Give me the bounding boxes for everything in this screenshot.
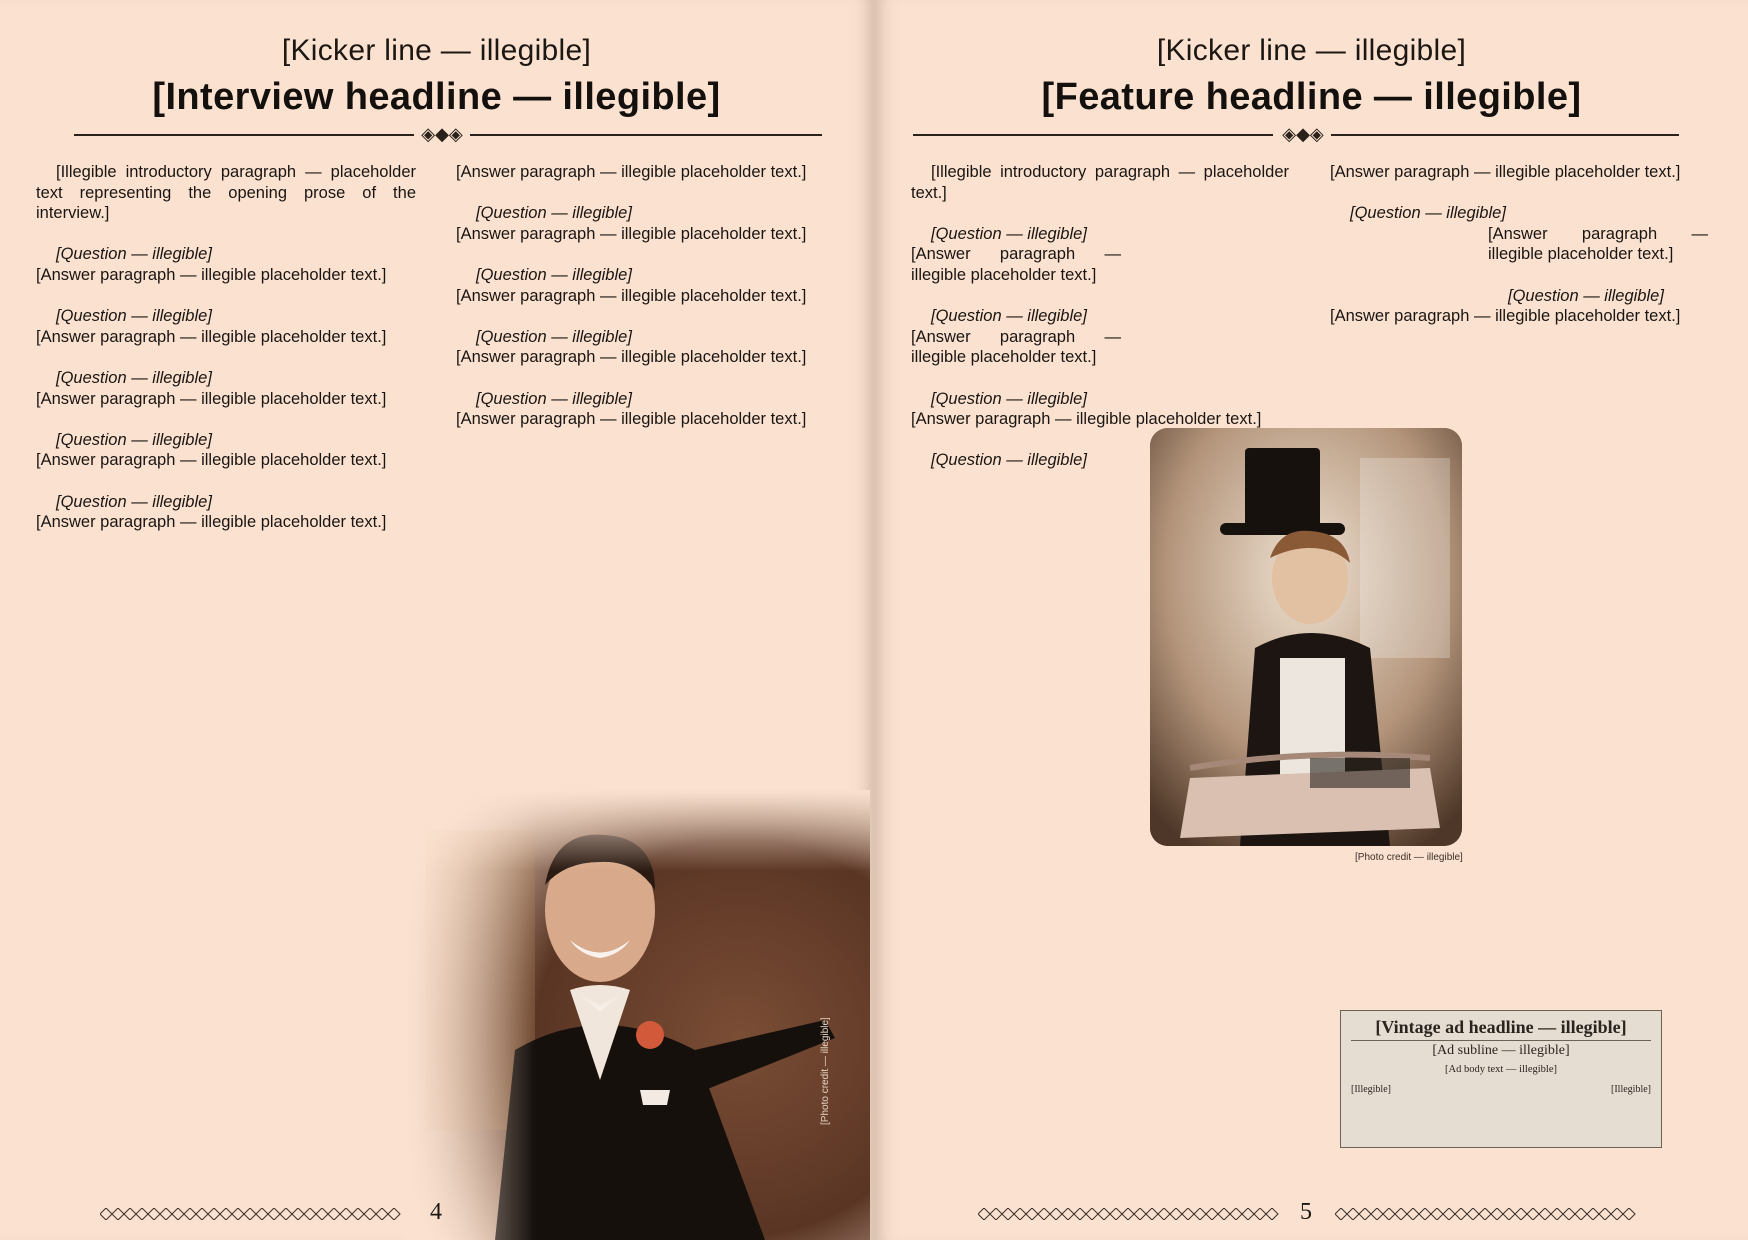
- question: [Question — illegible]: [476, 327, 632, 346]
- question: [Question — illegible]: [1350, 204, 1506, 223]
- left-page: [0, 0, 873, 1240]
- page-number-left: 4: [430, 1199, 442, 1225]
- vintage-advertisement: [1340, 1010, 1662, 1148]
- paragraph: [Answer paragraph — illegible placeholder text.]: [36, 265, 387, 284]
- right-title-rule-right: [1331, 134, 1679, 136]
- ad-footer-left: [Illegible]: [1351, 1084, 1391, 1095]
- ad-footer-right: [Illegible]: [1611, 1084, 1651, 1095]
- paragraph: [Answer paragraph — illegible placeholder text.]: [911, 245, 1121, 284]
- ornament-icon: ◈◆◈: [1282, 124, 1324, 144]
- left-title-rule-left: [74, 134, 414, 136]
- ad-subline: [Ad subline — illegible]: [1432, 1043, 1570, 1058]
- folio-ornament-right-b: [1335, 1208, 1645, 1220]
- question: [Question — illegible]: [931, 307, 1087, 326]
- right-title-rule-left: [913, 134, 1273, 136]
- question: [Question — illegible]: [476, 204, 632, 223]
- paragraph: [Answer paragraph — illegible placeholder text.]: [36, 451, 387, 470]
- question: [Question — illegible]: [1508, 286, 1664, 305]
- paragraph: [Answer paragraph — illegible placeholder text.]: [456, 348, 807, 367]
- left-title-rule-right: [470, 134, 822, 136]
- paragraph: [Illegible introductory paragraph — placeholder text representing the opening prose of the interview.]: [36, 163, 416, 223]
- question: [Question — illegible]: [931, 389, 1087, 408]
- photo-credit-right: [Photo credit — illegible]: [1355, 852, 1463, 863]
- left-title: [Interview headline — illegible]: [152, 76, 721, 118]
- photo-credit-left: [Photo credit — illegible]: [820, 1017, 831, 1125]
- ornament-icon: ◈◆◈: [421, 124, 463, 144]
- ad-body: [Ad body text — illegible]: [1445, 1064, 1557, 1075]
- paragraph: [Illegible introductory paragraph — placeholder text.]: [911, 163, 1289, 202]
- right-kicker: [Kicker line — illegible]: [1156, 34, 1467, 67]
- portrait-photo-right: [1150, 428, 1462, 846]
- paragraph: [Answer paragraph — illegible placeholder text.]: [456, 410, 807, 429]
- question: [Question — illegible]: [56, 307, 212, 326]
- question: [Question — illegible]: [56, 430, 212, 449]
- question: [Question — illegible]: [931, 451, 1087, 470]
- right-column-2: [1330, 162, 1708, 347]
- paragraph: [Answer paragraph — illegible placeholder text.]: [456, 286, 807, 305]
- left-column-2: [456, 162, 834, 450]
- ad-headline: [Vintage ad headline — illegible]: [1351, 1017, 1651, 1041]
- folio-ornament-left: [100, 1208, 420, 1220]
- ad-footer: [1351, 1084, 1651, 1095]
- paragraph: [Answer paragraph — illegible placeholder text.]: [911, 410, 1262, 429]
- right-column-1: [911, 162, 1289, 471]
- question: [Question — illegible]: [56, 245, 212, 264]
- question: [Question — illegible]: [476, 389, 632, 408]
- paragraph: [Answer paragraph — illegible placeholder text.]: [1488, 224, 1708, 264]
- paragraph: [Answer paragraph — illegible placeholder text.]: [36, 389, 387, 408]
- portrait-illustration: [405, 790, 870, 1240]
- page-number-right: 5: [1300, 1199, 1312, 1225]
- paragraph: [Answer paragraph — illegible placeholder text.]: [36, 327, 387, 346]
- paragraph: [Answer paragraph — illegible placeholder text.]: [1330, 307, 1681, 326]
- portrait-illustration: [1150, 428, 1462, 846]
- left-kicker: [Kicker line — illegible]: [281, 34, 592, 67]
- question: [Question — illegible]: [56, 368, 212, 387]
- paragraph: [Answer paragraph — illegible placeholder text.]: [1330, 163, 1681, 181]
- paragraph: [Answer paragraph — illegible placeholder text.]: [456, 224, 807, 243]
- folio-ornament-right-a: [978, 1208, 1288, 1220]
- right-title: [Feature headline — illegible]: [1041, 76, 1582, 118]
- left-column-1: [36, 162, 416, 553]
- question: [Question — illegible]: [56, 492, 212, 511]
- paragraph: [Answer paragraph — illegible placeholder text.]: [911, 327, 1121, 367]
- question: [Question — illegible]: [476, 265, 632, 284]
- paragraph: [Answer paragraph — illegible placeholder text.]: [36, 513, 387, 532]
- portrait-photo-left: [405, 790, 870, 1240]
- right-page: [875, 0, 1748, 1240]
- paragraph: [Answer paragraph — illegible placeholder text.]: [456, 163, 807, 181]
- question: [Question — illegible]: [931, 224, 1087, 243]
